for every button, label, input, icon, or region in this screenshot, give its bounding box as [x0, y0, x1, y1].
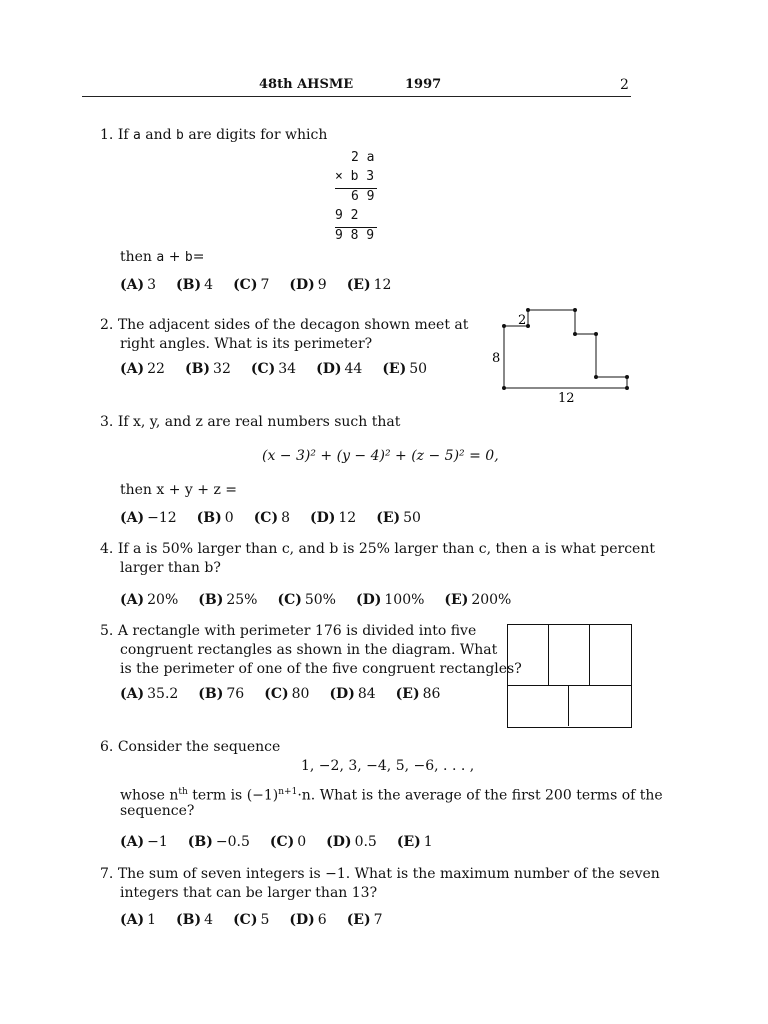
mult-row-1: 2 a [351, 150, 375, 165]
choice-label: (A) [120, 277, 145, 293]
choice-d[interactable] [326, 833, 377, 852]
question-5-number: 5. [100, 623, 114, 639]
question-7-number: 7. [100, 866, 114, 882]
choice-value: −0.5 [215, 834, 250, 850]
choice-label: (E) [395, 686, 420, 702]
choice-value: 35.2 [147, 686, 179, 702]
choice-value: −12 [147, 510, 177, 526]
choice-b[interactable] [198, 685, 244, 704]
choice-value: 22 [147, 361, 165, 377]
q6-text: term is (−1) [187, 787, 279, 804]
q6-superscript: n+1 [278, 787, 298, 797]
choice-e[interactable] [382, 360, 427, 379]
choice-value: 8 [281, 510, 290, 526]
question-3-choices [120, 509, 441, 528]
choice-value: 5 [260, 912, 270, 928]
q1-var-a: a [132, 128, 141, 143]
choice-a[interactable] [120, 276, 156, 295]
choice-label: (B) [176, 277, 202, 293]
question-6-number: 6. [100, 739, 114, 755]
header-rule [82, 96, 631, 97]
q2-line-2: right angles. What is its perimeter? [120, 336, 373, 352]
q4-line-2: larger than b? [120, 560, 221, 576]
choice-value: 9 [317, 277, 327, 293]
q6-superscript: th [178, 787, 188, 797]
q3-line-1: If x, y, and z are real numbers such that [117, 414, 401, 430]
question-3-number: 3. [100, 414, 114, 430]
choice-label: (A) [120, 592, 145, 608]
header-year: 1997 [405, 77, 442, 92]
choice-label: (E) [346, 277, 371, 293]
choice-value: 34 [278, 361, 297, 377]
choice-label: (A) [120, 912, 145, 928]
choice-label: (C) [233, 912, 258, 928]
question-6-stem [100, 738, 280, 757]
choice-c[interactable] [233, 276, 269, 295]
question-1-number: 1. [100, 127, 114, 143]
question-1-then [120, 248, 204, 267]
choice-a[interactable] [120, 911, 156, 930]
choice-value: 44 [344, 361, 363, 377]
question-5-stem [100, 622, 476, 641]
choice-a[interactable] [120, 360, 165, 379]
label-12: 12 [558, 391, 575, 406]
choice-label: (B) [198, 686, 224, 702]
choice-value: 50 [409, 361, 428, 377]
question-3-stem [100, 413, 400, 432]
choice-value: 50 [403, 510, 421, 526]
choice-b[interactable] [176, 911, 213, 930]
q1-then-a: a [156, 250, 165, 265]
q6-line-3: sequence? [120, 803, 195, 819]
q6-line-2 [120, 783, 663, 806]
choice-label: (A) [120, 361, 145, 377]
choice-a[interactable] [120, 833, 168, 852]
q1-then-eq: = [192, 249, 205, 265]
choice-d[interactable] [316, 360, 362, 379]
choice-value: 20% [147, 592, 179, 608]
choice-value: −1 [147, 834, 168, 850]
q1-stem-part: If [117, 127, 129, 143]
question-7-choices [120, 911, 403, 930]
q4-line-1: If a is 50% larger than c, and b is 25% larger than c, then a is what percent [117, 541, 655, 557]
choice-label: (D) [355, 592, 382, 608]
q6-sequence: 1, −2, 3, −4, 5, −6, . . . , [301, 758, 475, 774]
diagram-divider [568, 685, 569, 726]
question-6-choices [120, 833, 453, 852]
choice-b[interactable] [176, 276, 213, 295]
choice-value: 80 [291, 686, 310, 702]
choice-label: (E) [376, 510, 401, 526]
choice-label: (D) [316, 361, 342, 377]
choice-label: (B) [184, 361, 211, 377]
mult-row-2: × b 3 [335, 169, 377, 189]
q3-equation: (x − 3)² + (y − 4)² + (z − 5)² = 0, [262, 448, 499, 464]
choice-value: 3 [147, 277, 157, 293]
q5-line-2: congruent rectangles as shown in the diagram. What [120, 642, 498, 658]
question-4-choices [120, 591, 531, 610]
choice-d[interactable] [310, 509, 356, 528]
q1-stem-part: and [145, 127, 172, 143]
choice-label: (C) [250, 361, 276, 377]
rectangle-diagram [507, 624, 632, 728]
choice-label: (A) [120, 834, 145, 850]
choice-value: 12 [338, 510, 357, 526]
diagram-divider [589, 624, 590, 685]
choice-label: (D) [326, 834, 352, 850]
q1-then-text: then [120, 249, 152, 265]
question-5-choices [120, 685, 460, 704]
diagram-divider [507, 685, 631, 686]
question-1-stem [100, 126, 327, 145]
diagram-divider [548, 624, 549, 685]
question-4-number: 4. [100, 541, 114, 557]
choice-c[interactable] [233, 911, 269, 930]
label-2: 2 [518, 313, 527, 328]
q1-then-b: b [184, 250, 193, 265]
question-7-stem [100, 865, 660, 884]
choice-e[interactable] [347, 911, 383, 930]
q6-line-1: Consider the sequence [117, 739, 281, 755]
choice-c[interactable] [254, 509, 290, 528]
choice-c[interactable] [277, 591, 336, 610]
choice-value: 100% [384, 592, 425, 608]
q2-line-1: The adjacent sides of the decagon shown meet at [117, 317, 469, 333]
question-1-choices [120, 276, 411, 295]
choice-label: (E) [444, 592, 469, 608]
choice-c[interactable] [270, 833, 306, 852]
choice-value: 7 [373, 912, 383, 928]
choice-a[interactable] [120, 509, 177, 528]
choice-label: (B) [176, 912, 202, 928]
mult-row-5: 9 8 9 [335, 228, 375, 243]
choice-label: (B) [196, 510, 222, 526]
choice-b[interactable] [188, 833, 250, 852]
choice-value: 4 [204, 277, 214, 293]
choice-label: (C) [277, 592, 302, 608]
choice-e[interactable] [397, 833, 433, 852]
choice-label: (E) [382, 361, 407, 377]
choice-value: 4 [204, 912, 214, 928]
choice-label: (B) [187, 834, 213, 850]
choice-b[interactable] [198, 591, 257, 610]
decagon-figure [488, 304, 638, 408]
choice-label: (E) [396, 834, 421, 850]
mult-row-4: 9 2 [335, 208, 377, 228]
choice-value: 6 [317, 912, 327, 928]
choice-label: (A) [120, 510, 145, 526]
q1-then-plus: + [168, 249, 181, 265]
page-number: 2 [620, 77, 629, 93]
choice-b[interactable] [197, 509, 234, 528]
question-2-stem [100, 316, 468, 335]
choice-a[interactable] [120, 685, 178, 704]
choice-value: 7 [260, 277, 270, 293]
q5-line-1: A rectangle with perimeter 176 is divided into five [117, 623, 477, 639]
choice-label: (E) [346, 912, 371, 928]
q6-text: ·n. What is the average of the first 200 terms of the [297, 787, 663, 804]
choice-e[interactable] [376, 509, 421, 528]
choice-d[interactable] [329, 685, 375, 704]
choice-label: (C) [253, 510, 279, 526]
choice-value: 32 [213, 361, 231, 377]
choice-value: 200% [471, 592, 512, 608]
choice-label: (D) [329, 686, 355, 702]
question-4-stem [100, 540, 655, 559]
choice-value: 1 [147, 912, 157, 928]
choice-c[interactable] [251, 360, 296, 379]
q6-text: whose n [120, 787, 179, 804]
choice-value: 76 [226, 686, 245, 702]
question-2-choices [120, 360, 447, 379]
choice-label: (A) [120, 686, 145, 702]
choice-label: (B) [198, 592, 224, 608]
choice-value: 12 [373, 277, 392, 293]
choice-c[interactable] [264, 685, 309, 704]
choice-label: (D) [310, 510, 336, 526]
choice-b[interactable] [185, 360, 231, 379]
choice-a[interactable] [120, 591, 178, 610]
choice-e[interactable] [444, 591, 511, 610]
choice-d[interactable] [289, 911, 326, 930]
choice-value: 1 [423, 834, 433, 850]
q5-line-3: is the perimeter of one of the five congruent rectangles? [120, 661, 522, 677]
mult-row-3: 6 9 [351, 189, 375, 204]
choice-value: 86 [422, 686, 441, 702]
choice-label: (D) [289, 912, 315, 928]
choice-value: 0 [297, 834, 307, 850]
choice-value: 0.5 [354, 834, 377, 850]
choice-label: (D) [289, 277, 315, 293]
choice-value: 50% [304, 592, 336, 608]
q3-then: then x + y + z = [120, 482, 238, 498]
choice-d[interactable] [356, 591, 424, 610]
choice-e[interactable] [396, 685, 441, 704]
label-8: 8 [492, 351, 501, 366]
q7-line-2: integers that can be larger than 13? [120, 885, 378, 901]
header-title: 48th AHSME [259, 77, 354, 92]
choice-value: 84 [357, 686, 376, 702]
choice-e[interactable] [347, 276, 392, 295]
q1-stem-part: are digits for which [188, 127, 328, 143]
multiplication-layout [335, 150, 385, 247]
choice-label: (C) [264, 686, 289, 702]
choice-value: 0 [224, 510, 234, 526]
question-2-number: 2. [100, 317, 114, 333]
choice-label: (C) [233, 277, 258, 293]
choice-label: (C) [269, 834, 295, 850]
q7-line-1: The sum of seven integers is −1. What is the maximum number of the seven [117, 866, 660, 882]
q1-var-b: b [176, 128, 184, 143]
choice-d[interactable] [289, 276, 326, 295]
choice-value: 25% [226, 592, 258, 608]
